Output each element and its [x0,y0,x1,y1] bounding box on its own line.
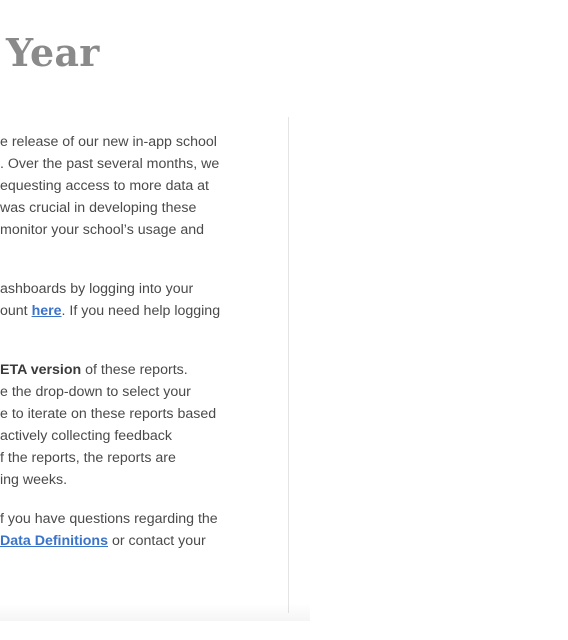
text-fragment: . If you need help logging [61,303,221,319]
paragraph-intro [0,131,230,241]
text-line: monitor your school’s usage and [0,222,205,238]
text-line: was crucial in developing these [0,200,197,216]
text-line: f the reports, the reports are [0,450,176,466]
paragraph-questions [0,508,230,552]
text-line: f you have questions regarding the [0,511,218,527]
panel-shadow [0,603,310,621]
text-line-with-link [0,530,230,552]
text-line: . Over the past several months, we [0,156,220,172]
paragraph-access [0,278,230,322]
here-link[interactable]: here [31,303,62,319]
beta-version-emphasis: ETA version [0,362,82,378]
text-line: e the drop-down to select your [0,384,191,400]
text-line [0,359,230,381]
paragraph-beta [0,359,230,491]
page-title: Year [6,30,100,75]
text-line: actively collecting feedback [0,428,172,444]
text-line: equesting access to more data at [0,178,209,194]
data-definitions-link[interactable]: Data Definitions [0,533,108,549]
text-line-with-link [0,300,230,322]
text-fragment: ount [0,303,32,319]
text-fragment: or contact your [108,533,206,549]
text-line: e release of our new in-app school [0,134,217,150]
text-line: ashboards by logging into your [0,281,194,297]
text-line: ing weeks. [0,472,68,488]
text-line: e to iterate on these reports based [0,406,217,422]
text-fragment: of these reports. [81,362,188,378]
article-panel [0,117,289,613]
